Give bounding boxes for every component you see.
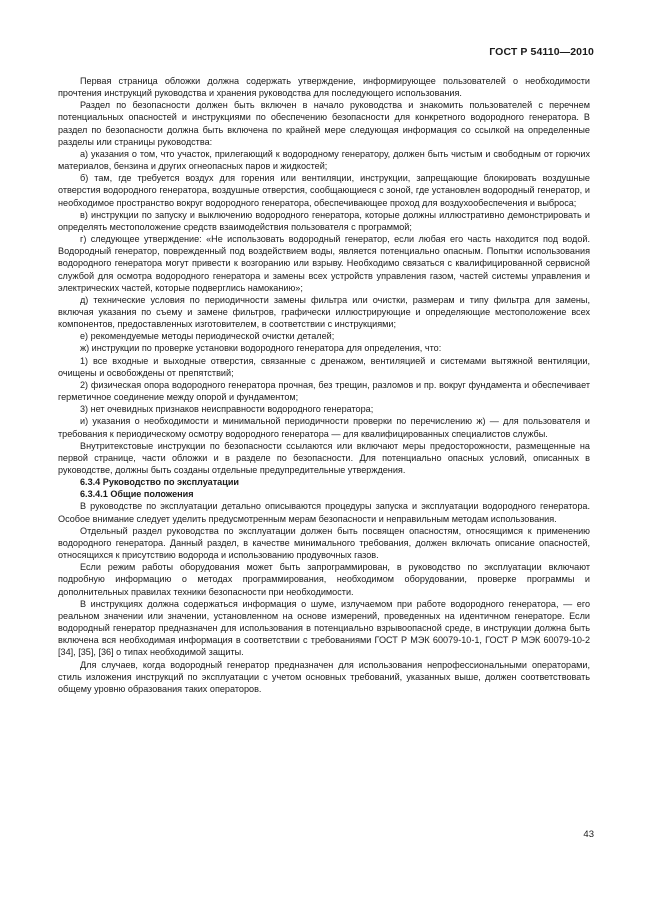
paragraph: Если режим работы оборудования может быть запрограммирован, в руководство по эксплуатации включают подробную информацию о методах программирования, необходимом оборудовании, проверке программы и дополнительных правилах техники безопасности при необходимости. xyxy=(58,562,590,597)
page-header-standard: ГОСТ Р 54110—2010 xyxy=(489,46,594,58)
paragraph: Раздел по безопасности должен быть включен в начало руководства и знакомить пользователей с перечнем потенциальных опасностей и инструкциями по обеспечению безопасности для конкретного водородного генератора. В раздел по безопасности должна быть включена по крайней мере следующая информация со ссылкой на определенные разделы или страницы руководства: xyxy=(58,100,590,147)
page-number: 43 xyxy=(583,829,594,840)
paragraph: Первая страница обложки должна содержать утверждение, информирующее пользователей о необходимости прочтения инструкций руководства и хранения руководства для последующего использования. xyxy=(58,76,590,99)
paragraph: г) следующее утверждение: «Не использовать водородный генератор, если любая его часть находится под водой. Водородный генератор, поврежденный под воздействием воды, является потенциально опасным. Попытки использования водородного генератора могут привести к возгоранию или взрыву. Необходимо связаться с квалифицированной сервисной службой для осмотра водородного генератора и замены всех устройств управления газом, частей системы управления и электрических частей, которые подверглись намоканию»; xyxy=(58,234,590,293)
section-heading: 6.3.4.1 Общие положения xyxy=(80,489,194,500)
paragraph: в) инструкции по запуску и выключению водородного генератора, которые должны иллюстративно демонстрировать и определять местоположение средств взаимодействия пользователя с программой; xyxy=(58,209,590,232)
paragraph: 1) все входные и выходные отверстия, связанные с дренажом, вентиляцией и системами вытяжной вентиляции, очищены и освобождены от препятствий; xyxy=(58,355,590,378)
paragraph: д) технические условия по периодичности замены фильтра или очистки, размерам и типу фильтра для замены, включая указания по съему и замене фильтров, графически иллюстрирующие и определяющие местоположение всех компонентов, предоставленных изготовителем, в соответствии с инструкциями; xyxy=(58,294,590,330)
paragraph: и) указания о необходимости и минимальной периодичности проверки по перечислению ж) — для пользователя и требования к периодическому осмотру водородного генератора — для квалифицированных специалистов службы. xyxy=(58,416,590,439)
paragraph: ж) инструкции по проверке установки водородного генератора для определения, что: xyxy=(80,343,442,354)
paragraph: Отдельный раздел руководства по эксплуатации должен быть посвящен опасностям, относящимся к применению водородного генератора. Данный раздел, в качестве минимального требования, должен включать описание опасностей, относящихся к присутствию водорода и использованию продувочных газов. xyxy=(58,525,590,561)
document-body xyxy=(58,75,590,695)
paragraph: е) рекомендуемые методы периодической очистки деталей; xyxy=(80,331,335,342)
paragraph: 2) физическая опора водородного генератора прочная, без трещин, разломов и пр. вокруг фундамента и обеспечивает герметичное соединение между опорой и фундаментом; xyxy=(58,379,590,403)
paragraph: 3) нет очевидных признаков неисправности водородного генератора; xyxy=(80,404,374,415)
paragraph: Внутритекстовые инструкции по безопасности ссылаются или включают меры предосторожности, размещенные на первой странице, части обложки и в разделе по безопасности. Для потенциально опасных условий, описанных в руководстве, должны быть созданы отдельные предупредительные утверждения. xyxy=(58,440,590,475)
paragraph: В инструкциях должна содержаться информация о шуме, излучаемом при работе водородного генератора, — его реальном значении или значении, установленном на основе измерений, проведенных на идентичном генераторе. Если водородный генератор предназначен для использования в потенциально взрывоопасной среде, в инструкции должна быть включена вся необходимая информация в соответствии с требованиями ГОСТ Р МЭК 60079-10-1, ГОСТ Р МЭК 60079-10-2 [34], [35], [36] о типах необходимой защиты. xyxy=(58,598,590,658)
paragraph: Для случаев, когда водородный генератор предназначен для использования непрофессиональными операторами, стиль изложения инструкций по эксплуатации с учетом основных требований, указанных выше, должен соответствовать общему уровню образования таких операторов. xyxy=(58,659,590,694)
section-heading: 6.3.4 Руководство по эксплуатации xyxy=(80,477,239,488)
paragraph: В руководстве по эксплуатации детально описываются процедуры запуска и эксплуатации водородного генератора. Особое внимание следует уделить предусмотренным мерам безопасности и неправильным методам использования. xyxy=(58,501,590,524)
paragraph: а) указания о том, что участок, прилегающий к водородному генератору, должен быть чистым и свободным от горючих материалов, бензина и других огнеопасных паров и жидкостей; xyxy=(58,148,590,172)
paragraph: б) там, где требуется воздух для горения или вентиляции, инструкции, запрещающие блокировать воздушные отверстия водородного генератора, воздушные отверстия, сообщающиеся с зоной, где установлен водородный генератор, и необходимое пространство вокруг водородного генератора, обеспечивающее проход для воздухообеспечения и выброса; xyxy=(58,173,590,208)
